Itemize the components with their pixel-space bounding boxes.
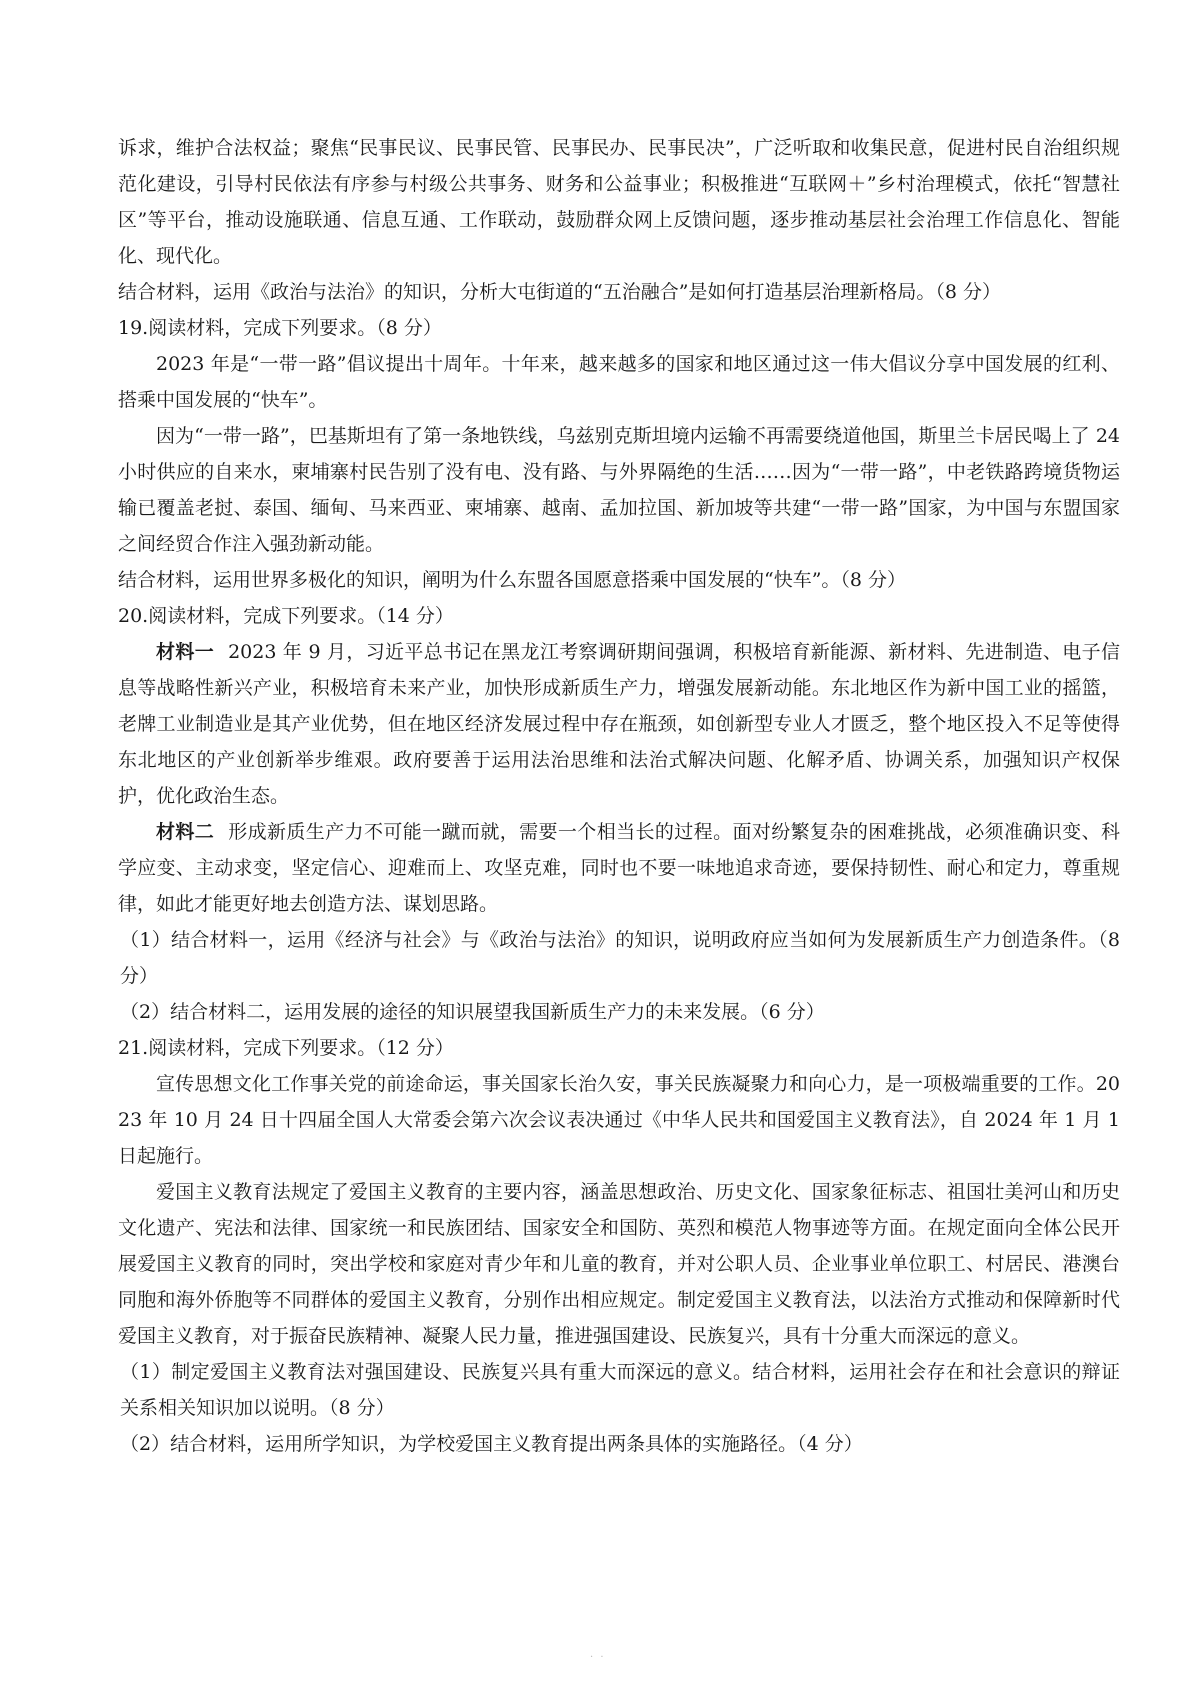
q20-header: 20.阅读材料，完成下列要求。（14 分） — [118, 605, 454, 627]
q21-paragraph-2: 爱国主义教育法规定了爱国主义教育的主要内容，涵盖思想政治、历史文化、国家象征标志、祖国壮美河山和历史文化遗产、宪法和法律、国家统一和民族团结、国家安全和国防、英烈和模范人物事迹等方面。在规定面向全体公民开展爱国主义教育的同时，突出学校和家庭对青少年和儿童的教育，并对公职人员、企业事业单位职工、村居民、港澳台同胞和海外侨胞等不同群体的爱国主义教育，分别作出相应规定。制定爱国主义教育法，以法治方式推动和保障新时代爱国主义教育，对于振奋民族精神、凝聚人民力量，推进强国建设、民族复兴，具有十分重大而深远的意义。 — [118, 1181, 1120, 1347]
q18-question: 结合材料，运用《政治与法治》的知识，分析大屯街道的“五治融合”是如何打造基层治理新格局。（8 分） — [118, 281, 1002, 303]
exam-page — [118, 130, 1120, 1462]
q20-subquestion-2: （2）结合材料二，运用发展的途径的知识展望我国新质生产力的未来发展。（6 分） — [120, 1001, 825, 1023]
q20-subquestion-1: （1）结合材料一，运用《经济与社会》与《政治与法治》的知识，说明政府应当如何为发展新质生产力创造条件。（8 分） — [120, 929, 1120, 987]
q19-question: 结合材料，运用世界多极化的知识，阐明为什么东盟各国愿意搭乘中国发展的“快车”。（8 分） — [118, 569, 907, 591]
material-1-label: 材料一 — [156, 641, 215, 663]
q19-paragraph-2: 因为“一带一路”，巴基斯坦有了第一条地铁线，乌兹别克斯坦境内运输不再需要绕道他国，斯里兰卡居民喝上了 24 小时供应的自来水，柬埔寨村民告别了没有电、没有路、与外界隔绝的生活……因为“一带一路”，中老铁路跨境货物运输已覆盖老挝、泰国、缅甸、马来西亚、柬埔寨、越南、孟加拉国、新加坡等共建“一带一路”国家，为中国与东盟国家之间经贸合作注入强劲新动能。 — [118, 425, 1120, 555]
q19-header: 19.阅读材料，完成下列要求。（8 分） — [118, 317, 442, 339]
q19-paragraph-1: 2023 年是“一带一路”倡议提出十周年。十年来，越来越多的国家和地区通过这一伟大倡议分享中国发展的红利、搭乘中国发展的“快车”。 — [118, 353, 1120, 411]
q20-material-2 — [118, 814, 1120, 922]
material-2-text: 形成新质生产力不可能一蹴而就，需要一个相当长的过程。面对纷繁复杂的困难挑战，必须准确识变、科学应变、主动求变，坚定信心、迎难而上、攻坚克难，同时也不要一味地追求奇迹，要保持韧性、耐心和定力，尊重规律，如此才能更好地去创造方法、谋划思路。 — [118, 821, 1120, 915]
q20-material-1 — [118, 634, 1120, 814]
material-1-text: 2023 年 9 月，习近平总书记在黑龙江考察调研期间强调，积极培育新能源、新材料、先进制造、电子信息等战略性新兴产业，积极培育未来产业，加快形成新质生产力，增强发展新动能。东北地区作为新中国工业的摇篮，老牌工业制造业是其产业优势，但在地区经济发展过程中存在瓶颈，如创新型专业人才匮乏，整个地区投入不足等使得东北地区的产业创新举步维艰。政府要善于运用法治思维和法治式解决问题、化解矛盾、协调关系，加强知识产权保护，优化政治生态。 — [118, 641, 1120, 807]
q21-subquestion-1: （1）制定爱国主义教育法对强国建设、民族复兴具有重大而深远的意义。结合材料，运用社会存在和社会意识的辩证关系相关知识加以说明。（8 分） — [120, 1361, 1120, 1419]
q21-subquestion-2: （2）结合材料，运用所学知识，为学校爱国主义教育提出两条具体的实施路径。（4 分） — [120, 1433, 863, 1455]
q21-paragraph-1: 宣传思想文化工作事关党的前途命运，事关国家长治久安，事关民族凝聚力和向心力，是一项极端重要的工作。2023 年 10 月 24 日十四届全国人大常委会第六次会议表决通过《中华人民共和国爱国主义教育法》，自 2024 年 1 月 1 日起施行。 — [118, 1073, 1120, 1167]
q18-material-continuation: 诉求，维护合法权益；聚焦“民事民议、民事民管、民事民办、民事民决”，广泛听取和收集民意，促进村民自治组织规范化建设，引导村民依法有序参与村级公共事务、财务和公益事业；积极推进“互联网＋”乡村治理模式，依托“智慧社区”等平台，推动设施联通、信息互通、工作联动，鼓励群众网上反馈问题，逐步推动基层社会治理工作信息化、智能化、现代化。 — [118, 137, 1120, 267]
watermark-mark: · · — [590, 1652, 606, 1663]
q21-header: 21.阅读材料，完成下列要求。（12 分） — [118, 1037, 454, 1059]
material-2-label: 材料二 — [156, 821, 215, 843]
